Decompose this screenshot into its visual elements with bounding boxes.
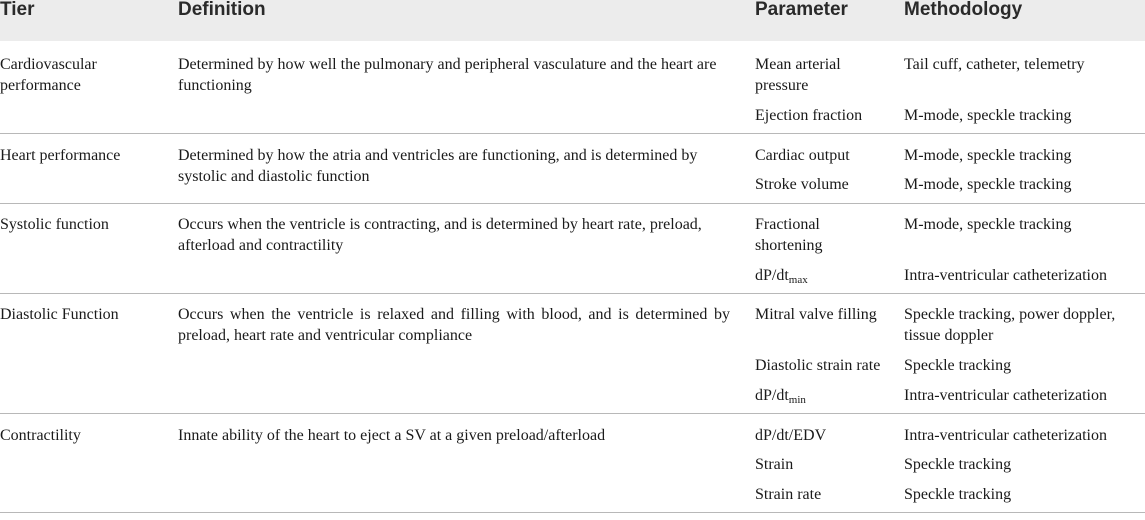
method-stroke-volume: M-mode, speckle tracking: [904, 176, 1072, 193]
param-dpdt-max-sub: max: [788, 274, 808, 286]
param-dpdt-min: [755, 385, 806, 406]
row-tier-cardiovascular: Cardiovascular performance: [0, 56, 97, 94]
param-dpdt-min-sub: min: [788, 394, 806, 406]
param-diastolic-strain-rate: Diastolic strain rate: [755, 357, 881, 374]
method-diastolic-strain-rate: Speckle tracking: [904, 357, 1012, 374]
method-strain-rate: Speckle tracking: [904, 486, 1012, 503]
header-definition: Definition: [178, 0, 266, 20]
param-strain: Strain: [755, 456, 794, 473]
header-methodology: Methodology: [904, 0, 1023, 20]
row-definition-heart-performance: Determined by how the atria and ventricles are functioning, and is determined by systolic and diastolic function: [178, 147, 698, 185]
row-divider: [0, 203, 1145, 204]
method-mitral-valve-filling: Speckle tracking, power doppler, tissue doppler: [904, 306, 1116, 344]
param-ejection-fraction: Ejection fraction: [755, 107, 863, 124]
table-header: [0, 0, 1145, 41]
method-dpdt-min: Intra-ventricular catheterization: [904, 387, 1107, 404]
method-fractional-shortening: M-mode, speckle tracking: [904, 216, 1072, 233]
row-definition-contractility: Innate ability of the heart to eject a SV at a given preload/afterload: [178, 427, 606, 444]
row-tier-heart-performance: Heart performance: [0, 147, 121, 164]
param-fractional-shortening: Fractional shortening: [755, 216, 823, 254]
param-dpdt-min-base: dP/dt: [755, 387, 789, 404]
param-mitral-valve-filling: Mitral valve filling: [755, 306, 877, 323]
row-divider: [0, 512, 1145, 513]
row-tier-contractility: Contractility: [0, 427, 81, 444]
param-dpdt-max: [755, 265, 808, 286]
row-definition-systolic: Occurs when the ventricle is contracting, and is determined by heart rate, preload, afterload and contractility: [178, 216, 702, 254]
row-divider: [0, 413, 1145, 414]
method-dpdt-edv: Intra-ventricular catheterization: [904, 427, 1107, 444]
param-stroke-volume: Stroke volume: [755, 176, 849, 193]
header-tier: Tier: [0, 0, 35, 20]
method-mean-arterial-pressure: Tail cuff, catheter, telemetry: [904, 56, 1085, 73]
row-definition-diastolic: Occurs when the ventricle is relaxed and filling with blood, and is determined by preload, heart rate and ventricular compliance: [178, 306, 730, 344]
method-cardiac-output: M-mode, speckle tracking: [904, 147, 1072, 164]
method-strain: Speckle tracking: [904, 456, 1012, 473]
row-divider: [0, 293, 1145, 294]
row-tier-diastolic: Diastolic Function: [0, 306, 119, 323]
method-dpdt-max: Intra-ventricular catheterization: [904, 267, 1107, 284]
row-definition-cardiovascular: Determined by how well the pulmonary and peripheral vasculature and the heart are functioning: [178, 56, 717, 94]
row-divider: [0, 133, 1145, 134]
param-mean-arterial-pressure: Mean arterial pressure: [755, 56, 841, 94]
row-tier-systolic: Systolic function: [0, 216, 109, 233]
header-parameter: Parameter: [755, 0, 848, 20]
param-cardiac-output: Cardiac output: [755, 147, 850, 164]
param-strain-rate: Strain rate: [755, 486, 822, 503]
param-dpdt-max-base: dP/dt: [755, 267, 789, 284]
param-dpdt-edv: dP/dt/EDV: [755, 427, 827, 444]
method-ejection-fraction: M-mode, speckle tracking: [904, 107, 1072, 124]
